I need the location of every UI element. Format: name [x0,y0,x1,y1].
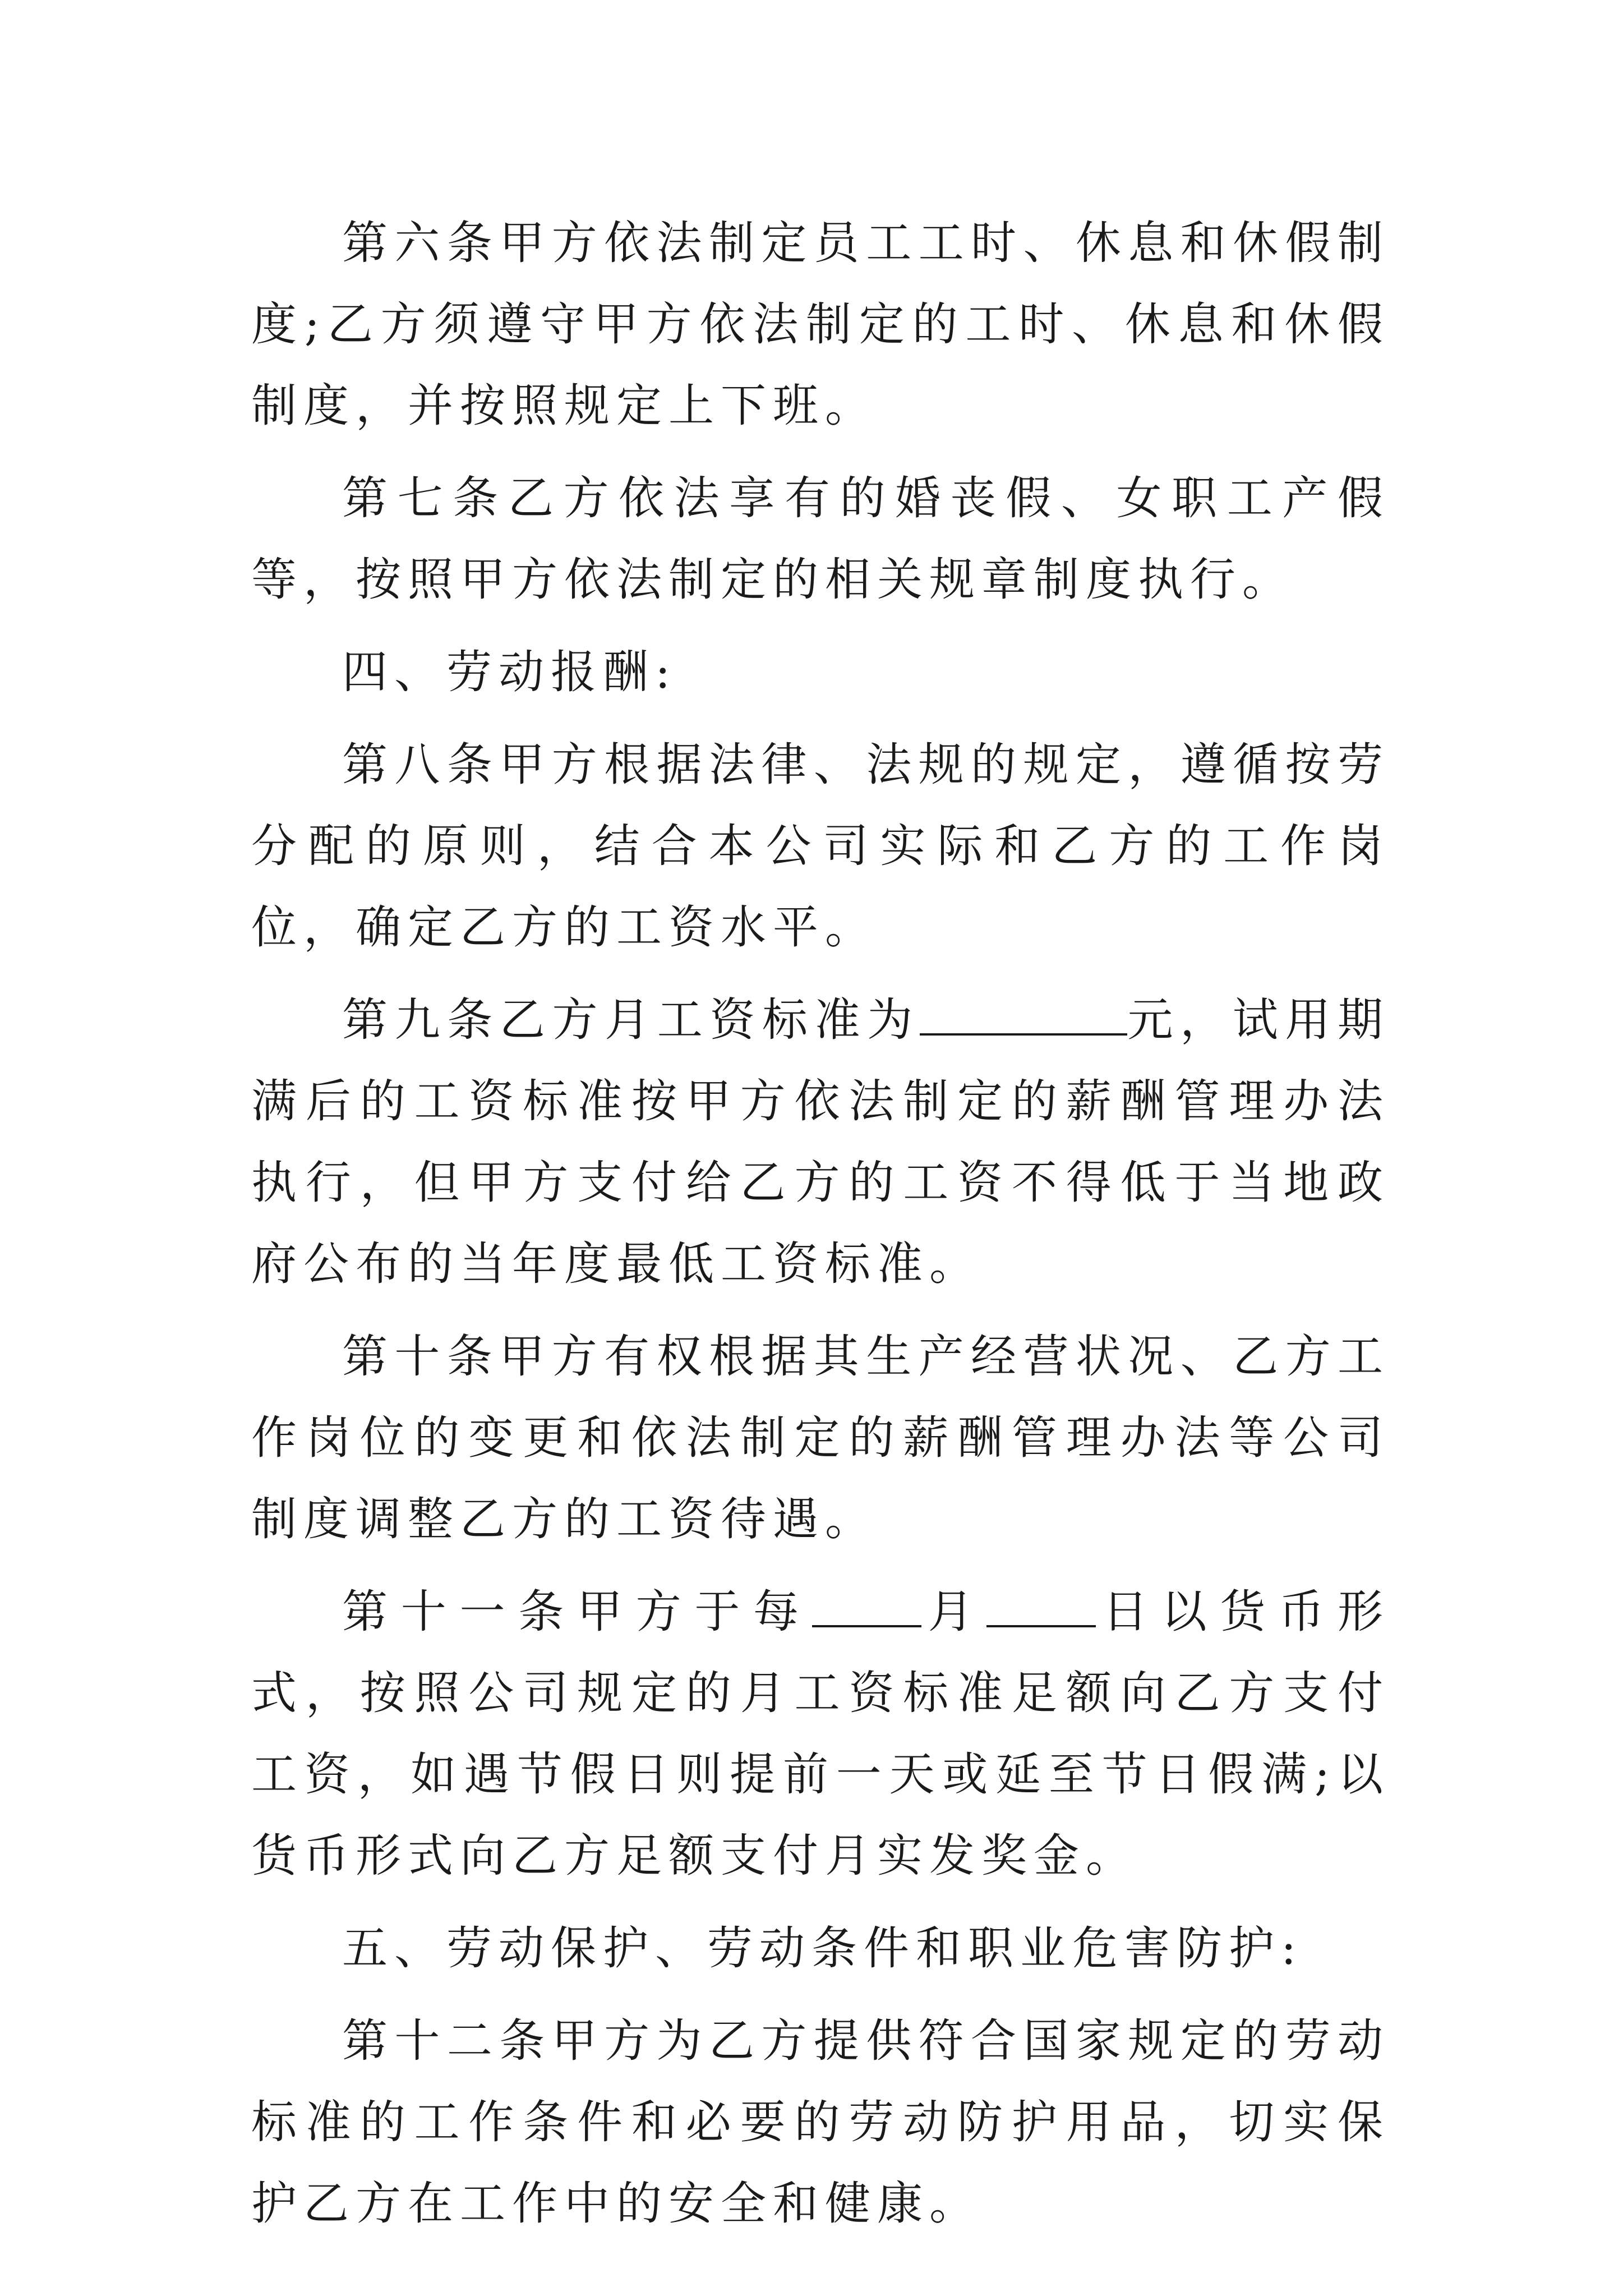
document-body [251,203,1390,2256]
section-5-heading: 五、劳动保护、劳动条件和职业危害防护: [342,1922,1303,1975]
day-blank-field[interactable] [986,1584,1096,1627]
clause-9-text-before: 第九条乙方月工资标准为 [342,994,920,1047]
clause-7-paragraph: 第七条乙方依法享有的婚丧假、女职工产假等，按照甲方依法制定的相关规章制度执行。 [251,472,1390,606]
clause-9-text-after: 元，试用期满后的工资标准按甲方依法制定的薪酬管理办法执行，但甲方支付给乙方的工资不得低于当地政府公布的当年度最低工资标准。 [251,994,1390,1291]
clause-11-paragraph [251,1572,1390,1897]
salary-blank-field[interactable] [920,992,1127,1036]
clause-11-text-3: 日以货币形式，按照公司规定的月工资标准足额向乙方支付工资，如遇节假日则提前一天或延至节日假满;以货币形式向乙方足额支付月实发奖金。 [251,1586,1390,1883]
clause-9-paragraph [251,980,1390,1305]
clause-12-paragraph: 第十二条甲方为乙方提供符合国家规定的劳动标准的工作条件和必要的劳动防护用品，切实保护乙方在工作中的安全和健康。 [251,2015,1390,2230]
clause-11-text-1: 第十一条甲方于每 [342,1586,812,1639]
month-blank-field[interactable] [812,1584,921,1627]
section-4-heading: 四、劳动报酬: [342,646,677,699]
clause-11-text-2: 月 [921,1586,987,1639]
clause-6-paragraph: 第六条甲方依法制定员工工时、休息和休假制度;乙方须遵守甲方依法制定的工时、休息和休假制度，并按照规定上下班。 [251,217,1390,432]
clause-8-paragraph: 第八条甲方根据法律、法规的规定，遵循按劳分配的原则，结合本公司实际和乙方的工作岗位，确定乙方的工资水平。 [251,739,1390,954]
clause-10-paragraph: 第十条甲方有权根据其生产经营状况、乙方工作岗位的变更和依法制定的薪酬管理办法等公司制度调整乙方的工资待遇。 [251,1331,1390,1546]
